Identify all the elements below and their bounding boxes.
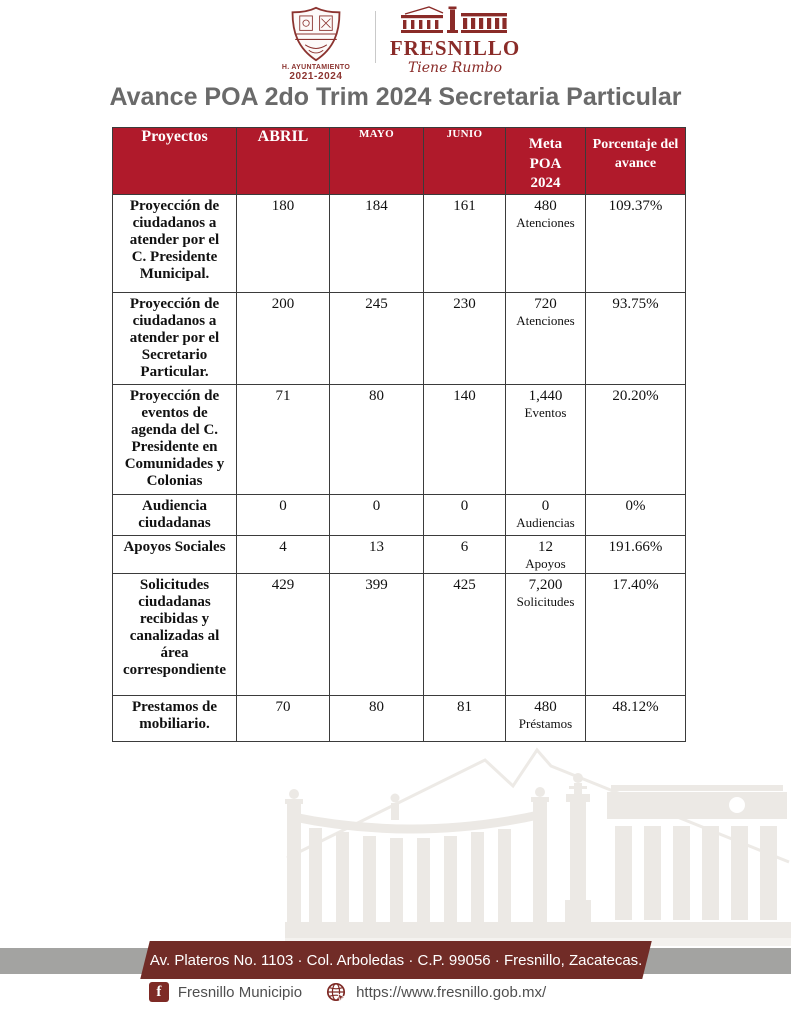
coat-of-arms-block [273, 6, 359, 82]
cell-proyecto: Proyección de eventos de agenda del C. Presidente en Comunidades y Colonias [113, 384, 237, 494]
cell-proyecto: Audiencia ciudadanas [113, 494, 237, 535]
col-header-porcentaje [586, 128, 686, 195]
page-title: Avance POA 2do Trim 2024 Secretaria Particular [109, 83, 682, 111]
globe-icon[interactable] [325, 981, 347, 1003]
cell-mayo: 80 [330, 384, 424, 494]
cell-meta [506, 695, 586, 741]
col-header-junio: JUNIO [424, 128, 506, 195]
cell-porcentaje: 109.37% [586, 194, 686, 292]
address-text: Av. Plateros No. 1103 · Col. Arboledas · C.P. 99056 · Fresnillo, Zacatecas. [149, 951, 642, 969]
col-header-abril: ABRIL [237, 128, 330, 195]
meta-value: 12 [538, 538, 553, 555]
cell-porcentaje: 20.20% [586, 384, 686, 494]
cell-mayo: 245 [330, 292, 424, 384]
cell-porcentaje: 17.40% [586, 573, 686, 695]
table-row [113, 535, 686, 573]
cell-proyecto: Proyección de ciudadanos a atender por el Secretario Particular. [113, 292, 237, 384]
cell-junio: 425 [424, 573, 506, 695]
cell-abril: 200 [237, 292, 330, 384]
facebook-icon[interactable]: f [149, 982, 169, 1002]
cell-proyecto: Solicitudes ciudadanas recibidas y canalizadas al área correspondiente [113, 573, 237, 695]
logo-divider [375, 11, 376, 63]
footer-links-row [0, 981, 743, 1003]
cell-porcentaje: 93.75% [586, 292, 686, 384]
cell-proyecto: Proyección de ciudadanos a atender por el C. Presidente Municipal. [113, 194, 237, 292]
col-header-porcentaje-label: Porcentaje del avance [592, 137, 679, 171]
table-row [113, 695, 686, 741]
cell-porcentaje: 191.66% [586, 535, 686, 573]
cell-abril: 0 [237, 494, 330, 535]
cell-junio: 230 [424, 292, 506, 384]
meta-value: 720 [534, 295, 557, 312]
header-logo-group [0, 6, 791, 82]
cell-meta [506, 384, 586, 494]
meta-unit: Atenciones [516, 214, 575, 230]
meta-unit: Eventos [524, 404, 567, 420]
cell-mayo: 13 [330, 535, 424, 573]
cell-meta [506, 194, 586, 292]
cell-junio: 161 [424, 194, 506, 292]
brand-tagline: Tiene Rumbo [407, 60, 503, 76]
cell-meta [506, 573, 586, 695]
col-header-meta-poa-label: Meta POA 2024 [528, 136, 563, 191]
cell-abril: 4 [237, 535, 330, 573]
cell-abril: 70 [237, 695, 330, 741]
cell-abril: 180 [237, 194, 330, 292]
col-header-mayo: MAYO [330, 128, 424, 195]
cell-meta [506, 494, 586, 535]
meta-unit: Atenciones [516, 312, 575, 328]
table-row [113, 384, 686, 494]
coat-caption-line2: 2021-2024 [289, 71, 343, 82]
table-row [113, 494, 686, 535]
monument-silhouette-icon [399, 6, 511, 36]
cell-junio: 81 [424, 695, 506, 741]
address-band [140, 941, 651, 979]
cell-abril: 71 [237, 384, 330, 494]
poa-progress-table [112, 127, 686, 742]
cell-porcentaje: 48.12% [586, 695, 686, 741]
cell-porcentaje: 0% [586, 494, 686, 535]
facebook-label[interactable]: Fresnillo Municipio [177, 983, 303, 1001]
cell-mayo: 399 [330, 573, 424, 695]
table-row [113, 292, 686, 384]
meta-unit: Apoyos [525, 555, 566, 571]
meta-value: 480 [534, 698, 557, 715]
table-row [113, 194, 686, 292]
meta-value: 480 [534, 197, 557, 214]
meta-unit: Audiencias [516, 514, 575, 530]
col-header-proyectos: Proyectos [113, 128, 237, 195]
table-row [113, 573, 686, 695]
coat-of-arms-icon [287, 6, 345, 62]
cell-meta [506, 292, 586, 384]
monument-watermark [285, 740, 791, 950]
cell-junio: 140 [424, 384, 506, 494]
meta-value: 1,440 [528, 387, 563, 404]
cell-mayo: 0 [330, 494, 424, 535]
cell-mayo: 184 [330, 194, 424, 292]
cell-proyecto: Apoyos Sociales [113, 535, 237, 573]
cell-junio: 6 [424, 535, 506, 573]
cell-abril: 429 [237, 573, 330, 695]
cell-junio: 0 [424, 494, 506, 535]
meta-value: 7,200 [528, 576, 563, 593]
website-url[interactable]: https://www.fresnillo.gob.mx/ [356, 983, 547, 1001]
brand-block [389, 6, 521, 76]
meta-unit: Préstamos [518, 715, 573, 731]
coat-caption-line1: H. AYUNTAMIENTO [281, 64, 351, 71]
meta-value: 0 [541, 497, 550, 514]
meta-unit: Solicitudes [516, 593, 575, 609]
cell-mayo: 80 [330, 695, 424, 741]
col-header-meta-poa [506, 128, 586, 195]
cell-proyecto: Prestamos de mobiliario. [113, 695, 237, 741]
table-header-row [113, 128, 686, 195]
brand-name: FRESNILLO [389, 36, 521, 60]
cell-meta [506, 535, 586, 573]
